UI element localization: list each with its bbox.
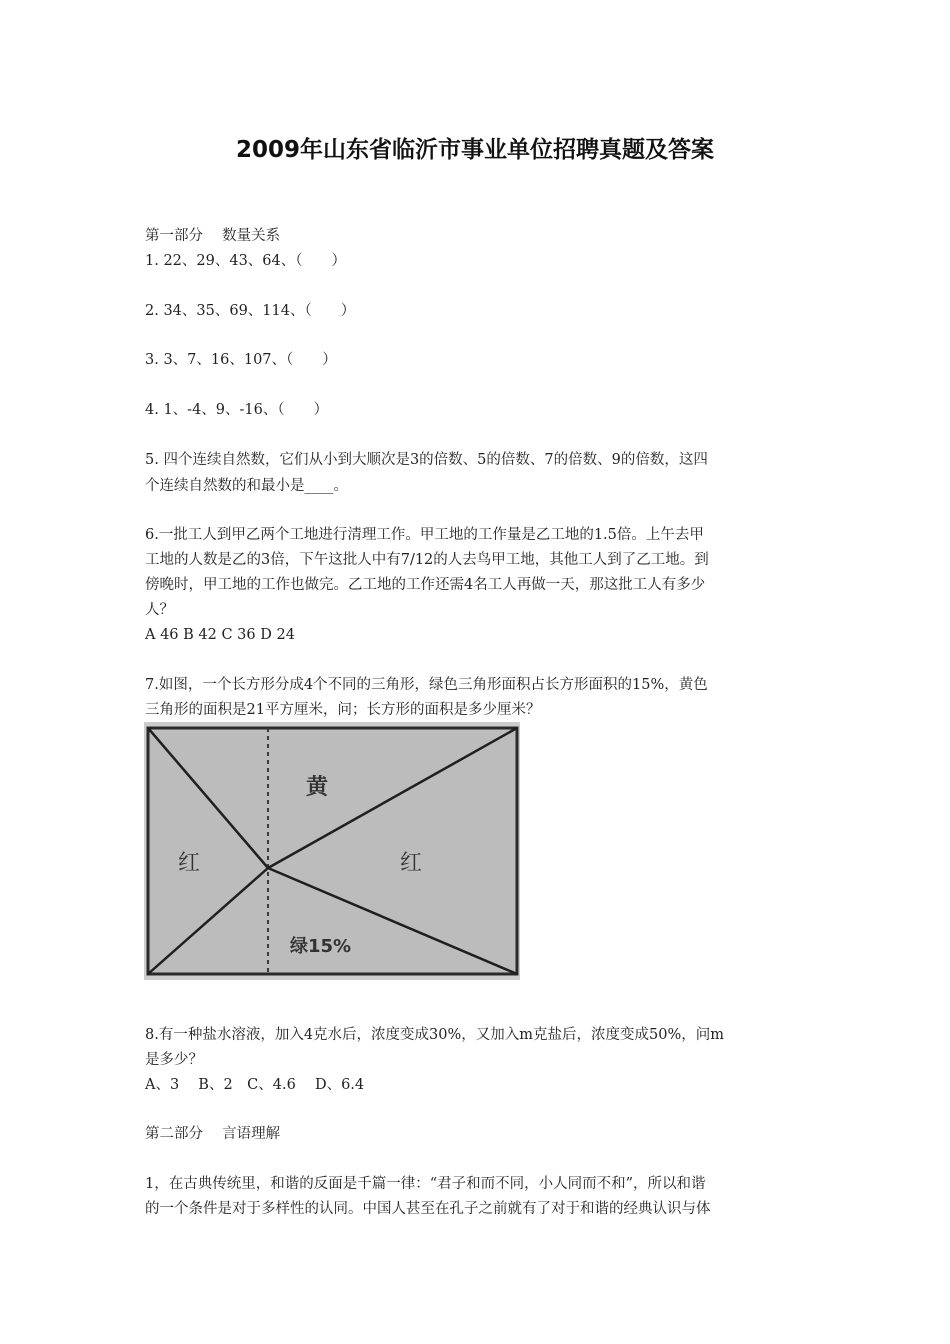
- section-heading-part2: 第二部分 言语理解: [145, 1126, 281, 1142]
- question-1: 1. 22、29、43、64、（ ）: [145, 253, 346, 269]
- question-5-line-1: 5. 四个连续自然数，它们从小到大顺次是3的倍数、5的倍数、7的倍数、9的倍数，这四: [145, 452, 708, 468]
- question-8-options: A、3 B、2 C、4.6 D、6.4: [145, 1077, 365, 1093]
- question-2: 2. 34、35、69、114、（ ）: [145, 303, 356, 319]
- figure-label-yellow: 黄: [306, 775, 329, 800]
- section-heading-part1: 第一部分 数量关系: [145, 228, 281, 244]
- question-6-line-1: 6.一批工人到甲乙两个工地进行清理工作。甲工地的工作量是乙工地的1.5倍。上午去甲: [145, 527, 704, 543]
- question-6-line-3: 傍晚时，甲工地的工作也做完。乙工地的工作还需4名工人再做一天，那这批工人有多少: [145, 577, 706, 593]
- rectangle-triangle-figure: [144, 722, 520, 980]
- question-3: 3. 3、7、16、107、（ ）: [145, 352, 337, 368]
- question-5-line-2: 个连续自然数的和最小是____。: [145, 478, 348, 494]
- question-7-line-1: 7.如图，一个长方形分成4个不同的三角形，绿色三角形面积占长方形面积的15%，黄色: [145, 677, 708, 693]
- question-6-options: A 46 B 42 C 36 D 24: [145, 627, 295, 643]
- question-7-line-2: 三角形的面积是21平方厘米，问；长方形的面积是多少厘米？: [145, 702, 541, 718]
- verbal-question-1-line-2: 的一个条件是对于多样性的认同。中国人甚至在孔子之前就有了对于和谐的经典认识与体: [145, 1201, 711, 1217]
- question-8-line-2: 是多少？: [145, 1052, 203, 1068]
- verbal-question-1-line-1: 1，在古典传统里，和谐的反面是千篇一律：“君子和而不同，小人同而不和”，所以和谐: [145, 1176, 706, 1192]
- question-4: 4. 1、-4、9、-16、（ ）: [145, 402, 329, 418]
- figure-label-red-right: 红: [400, 851, 423, 876]
- document-title: 2009年山东省临沂市事业单位招聘真题及答案: [235, 137, 714, 163]
- question-8-line-1: 8.有一种盐水溶液，加入4克水后，浓度变成30%，又加入m克盐后，浓度变成50%，问m: [145, 1027, 725, 1043]
- figure-label-green: 绿15%: [290, 936, 352, 957]
- question-6-line-2: 工地的人数是乙的3倍，下午这批人中有7/12的人去鸟甲工地，其他工人到了乙工地。到: [145, 552, 709, 568]
- question-6-line-4: 人？: [145, 602, 174, 618]
- figure-label-red-left: 红: [178, 851, 201, 876]
